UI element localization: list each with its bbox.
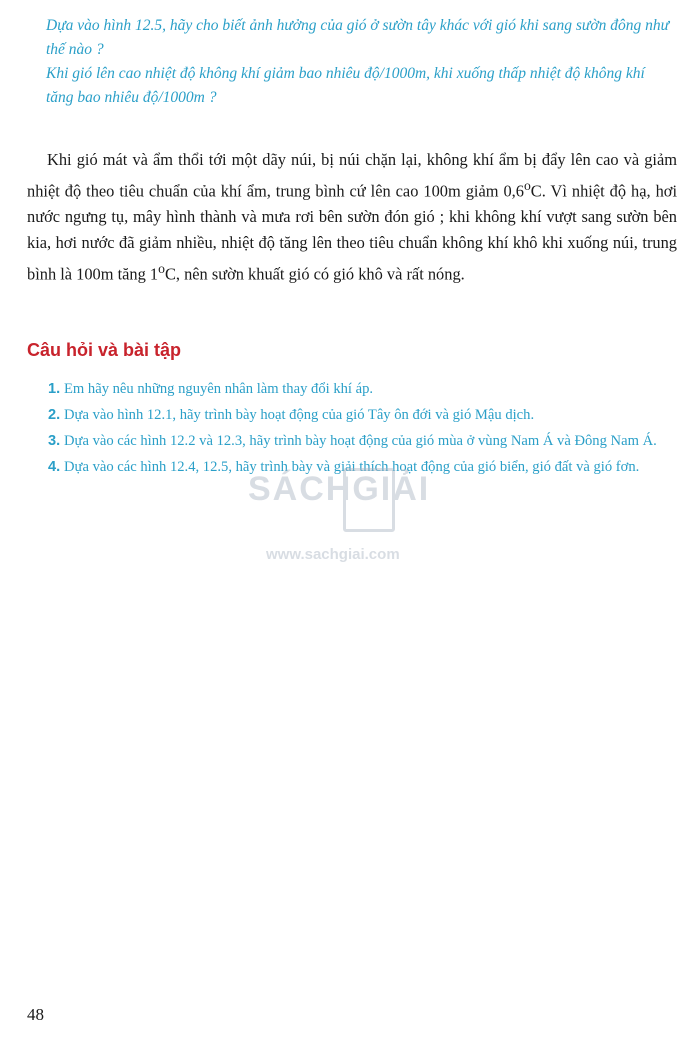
exercise-number: 3. — [48, 433, 61, 449]
exercise-text: Dựa vào các hình 12.2 và 12.3, hãy trình bày hoạt động của gió mùa ở vùng Nam Á và Đông Nam Á. — [64, 433, 657, 449]
watermark — [248, 470, 458, 570]
exercise-item-1 — [48, 378, 678, 401]
question-2: Khi gió lên cao nhiệt độ không khí giảm bao nhiêu độ/1000m, khi xuống thấp nhiệt độ không khí tăng bao nhiêu độ/1000m ? — [46, 65, 645, 106]
body-text-part-3: C, nên sườn khuất gió có gió khô và rất nóng. — [164, 264, 465, 284]
exercise-number: 2. — [48, 407, 61, 423]
exercise-text: Dựa vào các hình 12.4, 12.5, hãy trình bày và giải thích hoạt động của gió biển, gió đất và gió fơn. — [64, 459, 640, 475]
exercise-number: 1. — [48, 381, 61, 397]
question-1: Dựa vào hình 12.5, hãy cho biết ảnh hưởng của gió ở sườn tây khác với gió khi sang sườn đông như thế nào ? — [46, 17, 670, 58]
body-text-part-1: Khi gió mát và ẩm thổi tới một dãy núi, bị núi chặn lại, không khí ẩm bị đẩy lên cao và giảm nhiệt độ theo tiêu chuẩn của khí ẩm, trung bình cứ lên cao 100m giảm 0,6 — [27, 150, 677, 201]
guiding-questions — [46, 14, 676, 110]
page-number: 48 — [27, 1005, 44, 1024]
watermark-logo: SÁCHGIẢI — [248, 470, 431, 508]
degree-sup-1: o — [523, 178, 531, 193]
body-paragraph — [27, 147, 677, 288]
section-title: Câu hỏi và bài tập — [27, 340, 182, 360]
exercise-item-2 — [48, 404, 678, 427]
body-text-part-2: C. Vì nhiệt độ hạ, hơi nước ngưng tụ, mây hình thành và mưa rơi bên sườn đón gió ; khi không khí vượt sang sườn bên kia, hơi nước đã giảm nhiều, nhiệt độ tăng lên theo tiêu chuẩn không khí khô khi xuống núi, trung bình là 100m tăng 1 — [27, 181, 677, 284]
degree-sup-2: o — [158, 261, 165, 277]
exercise-text: Em hãy nêu những nguyên nhân làm thay đổi khí áp. — [64, 381, 374, 397]
exercise-list — [48, 378, 678, 482]
exercise-number: 4. — [48, 459, 61, 475]
watermark-url: www.sachgiai.com — [266, 546, 400, 563]
exercise-text: Dựa vào hình 12.1, hãy trình bày hoạt động của gió Tây ôn đới và gió Mậu dịch. — [64, 407, 535, 423]
exercise-item-3 — [48, 430, 678, 453]
